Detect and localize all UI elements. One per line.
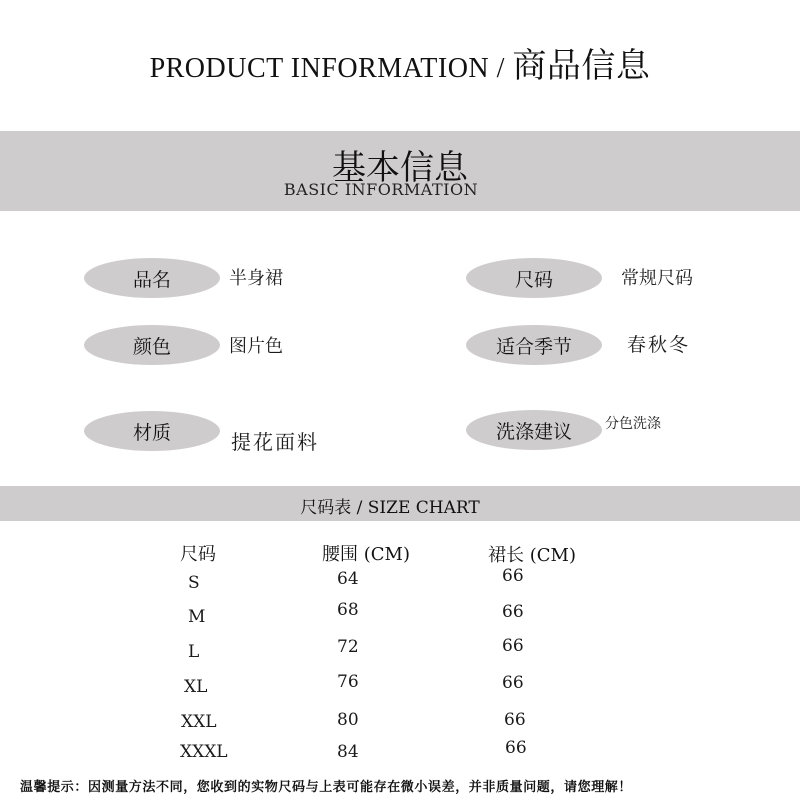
size-chart-title: 尺码表 / SIZE CHART	[300, 498, 480, 518]
size-chart-header-size: 尺码	[180, 544, 216, 565]
field-label-material: 材质	[84, 411, 220, 451]
footer-note: 温馨提示：因测量方法不同，您收到的实物尺码与上表可能存在微小误差，并非质量问题，请您理解！	[20, 780, 633, 795]
size-cell: XXXL	[180, 742, 228, 762]
field-label-size: 尺码	[466, 258, 602, 298]
length-cell: 66	[502, 566, 524, 586]
waist-cell: 84	[337, 742, 359, 762]
waist-cell: 76	[337, 672, 359, 692]
field-value-washing: 分色洗涤	[605, 416, 661, 432]
field-value-size: 常规尺码	[621, 268, 693, 289]
size-cell: L	[188, 642, 200, 662]
length-cell: 66	[504, 710, 526, 730]
field-value-color: 图片色	[229, 336, 283, 357]
basic-info-title-en: BASIC INFORMATION	[283, 180, 479, 199]
size-cell: XL	[184, 677, 208, 697]
field-value-season: 春秋冬	[627, 334, 691, 356]
basic-info-title-cn: 基本信息	[332, 148, 468, 188]
waist-cell: 72	[337, 637, 359, 657]
size-cell: S	[188, 573, 200, 593]
field-label-washing: 洗涤建议	[466, 410, 602, 450]
field-label-name: 品名	[84, 258, 220, 298]
length-cell: 66	[505, 738, 527, 758]
size-cell: M	[188, 607, 206, 627]
size-cell: XXL	[181, 712, 217, 732]
field-label-season: 适合季节	[466, 325, 602, 365]
waist-cell: 68	[337, 600, 359, 620]
page-title-en: PRODUCT INFORMATION /	[149, 53, 505, 84]
length-cell: 66	[502, 673, 524, 693]
length-cell: 66	[502, 602, 524, 622]
waist-cell: 80	[337, 710, 359, 730]
waist-cell: 64	[337, 569, 359, 589]
field-label-color: 颜色	[84, 325, 220, 365]
field-value-name: 半身裙	[229, 268, 283, 289]
size-chart-header-length: 裙长 (CM)	[488, 545, 576, 566]
field-value-material: 提花面料	[231, 430, 319, 454]
page-title-cn: 商品信息	[512, 48, 651, 85]
size-chart-header-waist: 腰围 (CM)	[322, 544, 410, 565]
page-title	[0, 38, 800, 87]
length-cell: 66	[502, 636, 524, 656]
